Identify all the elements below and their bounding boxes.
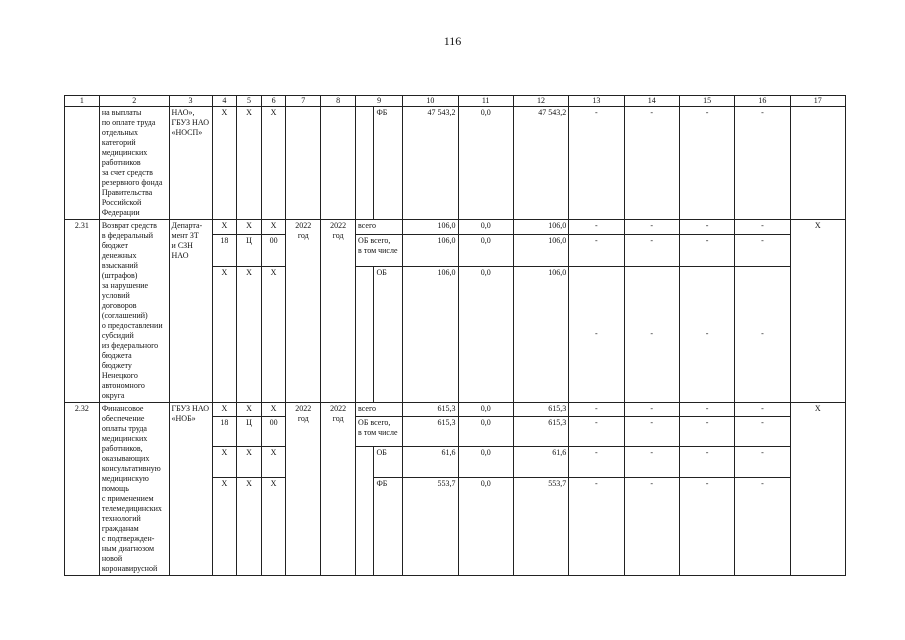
source-cell: ФБ — [374, 478, 403, 576]
source-cell: ОБ — [374, 447, 403, 478]
code-cell: Х — [237, 107, 262, 220]
value-cell: 106,0 — [513, 234, 568, 266]
table-row — [65, 403, 846, 417]
budget-table — [64, 95, 846, 576]
code-cell: Х — [237, 478, 262, 576]
header-cell: 14 — [624, 96, 679, 107]
source-cell: ОБ всего, в том числе — [356, 417, 403, 447]
code-cell: Х — [261, 447, 286, 478]
source-cell: ОБ — [374, 266, 403, 402]
code-cell: 18 — [212, 234, 237, 266]
code-cell: 00 — [261, 234, 286, 266]
value-cell: - — [679, 478, 734, 576]
header-cell: 17 — [790, 96, 845, 107]
code-cell: Х — [237, 447, 262, 478]
executor: ГБУЗ НАО «НОБ» — [169, 403, 212, 576]
code-cell: Х — [212, 447, 237, 478]
value-cell: - — [735, 447, 790, 478]
value-cell: - — [735, 478, 790, 576]
code-cell: Х — [212, 478, 237, 576]
table-row — [65, 220, 846, 235]
header-row — [65, 96, 846, 107]
value-cell: 0,0 — [458, 234, 513, 266]
activity-description: Финансовое обеспечение оплаты труда медицинских работников, оказывающих консультативную медицинскую помощь с применением телемедицинских технологий гражданам с подтвержден- ным диагнозом новой коронавирусной — [99, 403, 169, 576]
value-cell: 106,0 — [513, 220, 568, 235]
header-cell: 10 — [403, 96, 458, 107]
value-cell: - — [569, 107, 624, 220]
code-cell: Х — [237, 266, 262, 402]
code-cell: Х — [212, 266, 237, 402]
end-year: 2022 год — [321, 403, 356, 576]
source-cell: ФБ — [374, 107, 403, 220]
item-number: 2.31 — [65, 220, 100, 403]
start-year: 2022 год — [286, 403, 321, 576]
value-cell: 106,0 — [403, 234, 458, 266]
value-cell: 615,3 — [403, 417, 458, 447]
code-cell: Х — [237, 220, 262, 235]
header-cell: 12 — [513, 96, 568, 107]
end-year: 2022 год — [321, 220, 356, 403]
header-cell: 9 — [356, 96, 403, 107]
code-cell: Х — [261, 107, 286, 220]
value-cell: 0,0 — [458, 478, 513, 576]
header-cell: 4 — [212, 96, 237, 107]
executor: Департа- мент ЗТ и СЗН НАО — [169, 220, 212, 403]
value-cell: 0,0 — [458, 403, 513, 417]
value-cell: - — [569, 266, 624, 402]
value-cell: - — [569, 417, 624, 447]
code-cell: Х — [261, 403, 286, 417]
value-cell: 615,3 — [513, 417, 568, 447]
value-cell: - — [569, 220, 624, 235]
activity-description: на выплаты по оплате труда отдельных категорий медицинских работников за счет средств резервного фонда Правительства Российской Федерации — [99, 107, 169, 220]
value-cell: 553,7 — [513, 478, 568, 576]
value-cell: 106,0 — [403, 220, 458, 235]
header-cell: 5 — [237, 96, 262, 107]
value-cell: - — [624, 403, 679, 417]
source-cell: ОБ всего, в том числе — [356, 234, 403, 266]
value-cell: - — [735, 266, 790, 402]
header-cell: 11 — [458, 96, 513, 107]
code-cell: 18 — [212, 417, 237, 447]
value-cell: - — [624, 220, 679, 235]
value-cell: - — [569, 403, 624, 417]
code-cell: Х — [237, 403, 262, 417]
code-cell: Х — [212, 107, 237, 220]
value-cell: 0,0 — [458, 220, 513, 235]
value-cell: 106,0 — [403, 266, 458, 402]
value-cell: - — [679, 234, 734, 266]
value-cell: - — [679, 266, 734, 402]
value-cell: 0,0 — [458, 417, 513, 447]
value-cell: 0,0 — [458, 447, 513, 478]
value-cell: 0,0 — [458, 107, 513, 220]
activity-description: Возврат средств в федеральный бюджет денежных взысканий (штрафов) за нарушение условий договоров (соглашений) о предоставлении субсидий из федерального бюджета бюджету Ненецкого автономного округа — [99, 220, 169, 403]
value-cell: - — [679, 107, 734, 220]
value-cell: - — [569, 447, 624, 478]
code-cell: Х — [212, 220, 237, 235]
value-cell: 553,7 — [403, 478, 458, 576]
value-cell: 615,3 — [403, 403, 458, 417]
value-cell: - — [624, 266, 679, 402]
header-cell: 7 — [286, 96, 321, 107]
value-cell: - — [624, 447, 679, 478]
value-cell: - — [679, 403, 734, 417]
code-cell: Х — [212, 403, 237, 417]
value-cell: - — [569, 234, 624, 266]
note-cell: Х — [790, 403, 845, 576]
code-cell: Х — [261, 266, 286, 402]
value-cell: - — [735, 403, 790, 417]
value-cell: 47 543,2 — [403, 107, 458, 220]
header-cell: 16 — [735, 96, 790, 107]
value-cell: 61,6 — [403, 447, 458, 478]
value-cell: - — [624, 107, 679, 220]
code-cell: 00 — [261, 417, 286, 447]
value-cell: - — [569, 478, 624, 576]
value-cell: 61,6 — [513, 447, 568, 478]
header-cell: 13 — [569, 96, 624, 107]
value-cell: - — [624, 417, 679, 447]
value-cell: - — [624, 234, 679, 266]
code-cell: Ц — [237, 234, 262, 266]
value-cell: - — [679, 417, 734, 447]
table-row — [65, 107, 846, 220]
source-cell: всего — [356, 220, 403, 235]
value-cell: - — [679, 220, 734, 235]
value-cell: - — [735, 234, 790, 266]
header-cell: 6 — [261, 96, 286, 107]
value-cell: - — [735, 220, 790, 235]
value-cell: - — [679, 447, 734, 478]
header-cell: 2 — [99, 96, 169, 107]
start-year: 2022 год — [286, 220, 321, 403]
value-cell: 0,0 — [458, 266, 513, 402]
header-cell: 15 — [679, 96, 734, 107]
value-cell: 615,3 — [513, 403, 568, 417]
source-cell: всего — [356, 403, 403, 417]
header-cell: 3 — [169, 96, 212, 107]
executor: НАО», ГБУЗ НАО «НОСП» — [169, 107, 212, 220]
code-cell: Ц — [237, 417, 262, 447]
value-cell: 106,0 — [513, 266, 568, 402]
value-cell: - — [624, 478, 679, 576]
header-cell: 8 — [321, 96, 356, 107]
value-cell: - — [735, 417, 790, 447]
code-cell: Х — [261, 478, 286, 576]
value-cell: 47 543,2 — [513, 107, 568, 220]
note-cell: Х — [790, 220, 845, 403]
value-cell: - — [735, 107, 790, 220]
code-cell: Х — [261, 220, 286, 235]
item-number: 2.32 — [65, 403, 100, 576]
header-cell: 1 — [65, 96, 100, 107]
page-number: 116 — [443, 34, 462, 48]
